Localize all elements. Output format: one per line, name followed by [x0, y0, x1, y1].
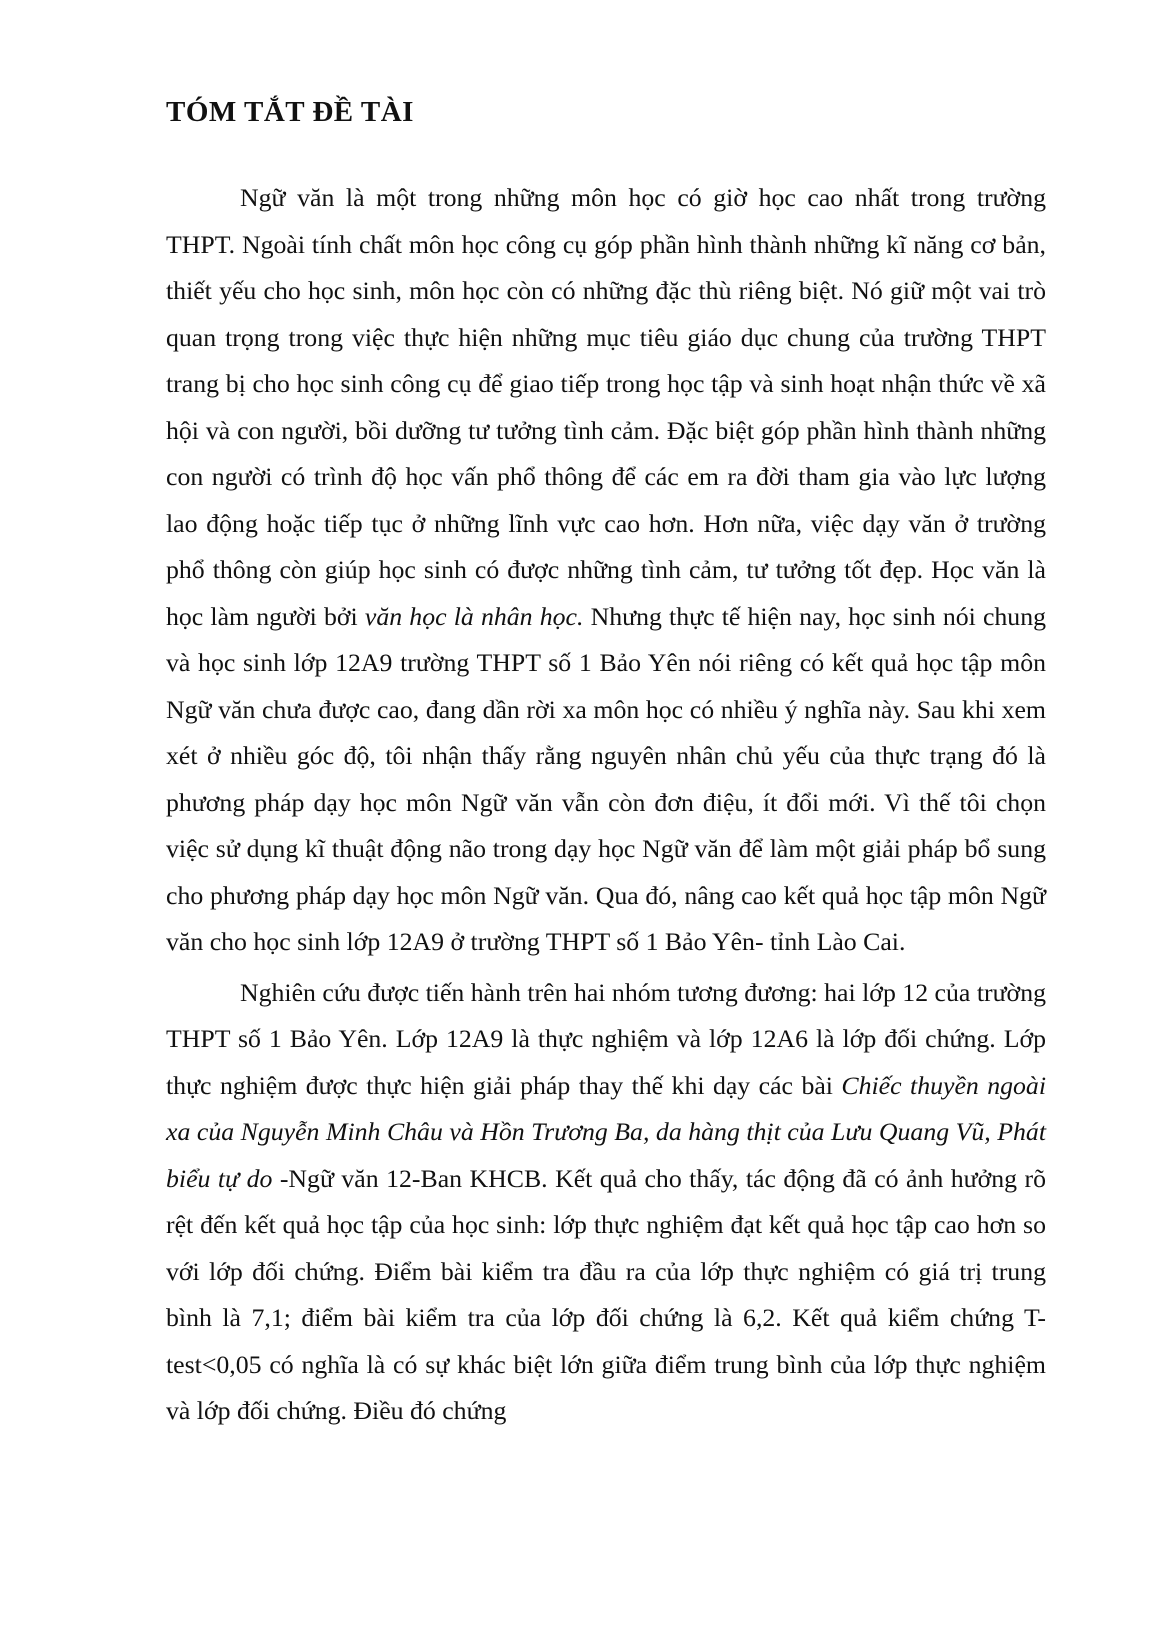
paragraph-research-italic: Chiếc thuyền ngoài xa của Nguyễn Minh Châu và Hồn Trương Ba, da hàng thịt của Lưu Quang Vũ, Phát biểu tự do [166, 1070, 1046, 1193]
paragraph-introduction-text-continued: Nhưng thực tế hiện nay, học sinh nói chung và học sinh lớp 12A9 trường THPT số 1 Bảo Yên nói riêng có kết quả học tập môn Ngữ văn chưa được cao, đang dần rời xa môn học có nhiều ý nghĩa này. Sau khi xem xét ở nhiều góc độ, tôi nhận thấy rằng nguyên nhân chủ yếu của thực trạng đó là phương pháp dạy học môn Ngữ văn vẫn còn đơn điệu, ít đổi mới. Vì thế tôi chọn việc sử dụng kĩ thuật động não trong dạy học Ngữ văn để làm một giải pháp bổ sung cho phương pháp dạy học môn Ngữ văn. Qua đó, nâng cao kết quả học tập môn Ngữ văn cho học sinh lớp 12A9 ở trường THPT số 1 Bảo Yên- tỉnh Lào Cai. [166, 601, 1046, 956]
document-body [166, 175, 1046, 1435]
paragraph-research-text-continued: -Ngữ văn 12-Ban KHCB. Kết quả cho thấy, tác động đã có ảnh hưởng rõ rệt đến kết quả học tập của học sinh: lớp thực nghiệm đạt kết quả học tập cao hơn so với lớp đối chứng. Điểm bài kiểm tra đầu ra của lớp thực nghiệm có giá trị trung bình là 7,1; điểm bài kiểm tra của lớp đối chứng là 6,2. Kết quả kiểm chứng T-test<0,05 có nghĩa là có sự khác biệt lớn giữa điểm trung bình của lớp thực nghiệm và lớp đối chứng. Điều đó chứng [166, 1163, 1046, 1425]
document-title: TÓM TẮT ĐỀ TÀI [166, 96, 414, 128]
paragraph-introduction [166, 175, 1046, 966]
paragraph-research [166, 970, 1046, 1435]
paragraph-introduction-text: Ngữ văn là một trong những môn học có giờ học cao nhất trong trường THPT. Ngoài tính chất môn học công cụ góp phần hình thành những kĩ năng cơ bản, thiết yếu cho học sinh, môn học còn có những đặc thù riêng biệt. Nó giữ một vai trò quan trọng trong việc thực hiện những mục tiêu giáo dục chung của trường THPT trang bị cho học sinh công cụ để giao tiếp trong học tập và sinh hoạt nhận thức về xã hội và con người, bồi dưỡng tư tưởng tình cảm. Đặc biệt góp phần hình thành những con người có trình độ học vấn phổ thông để các em ra đời tham gia vào lực lượng lao động hoặc tiếp tục ở những lĩnh vực cao hơn. Hơn nữa, việc dạy văn ở trường phổ thông còn giúp học sinh có được những tình cảm, tư tưởng tốt đẹp. Học văn là học làm người bởi [166, 183, 1046, 631]
paragraph-introduction-italic: văn học là nhân học. [364, 601, 584, 631]
paragraph-research-text: Nghiên cứu được tiến hành trên hai nhóm tương đương: hai lớp 12 của trường THPT số 1 Bảo Yên. Lớp 12A9 là thực nghiệm và lớp 12A6 là lớp đối chứng. Lớp thực nghiệm được thực hiện giải pháp thay thế khi dạy các bài [166, 977, 1046, 1100]
